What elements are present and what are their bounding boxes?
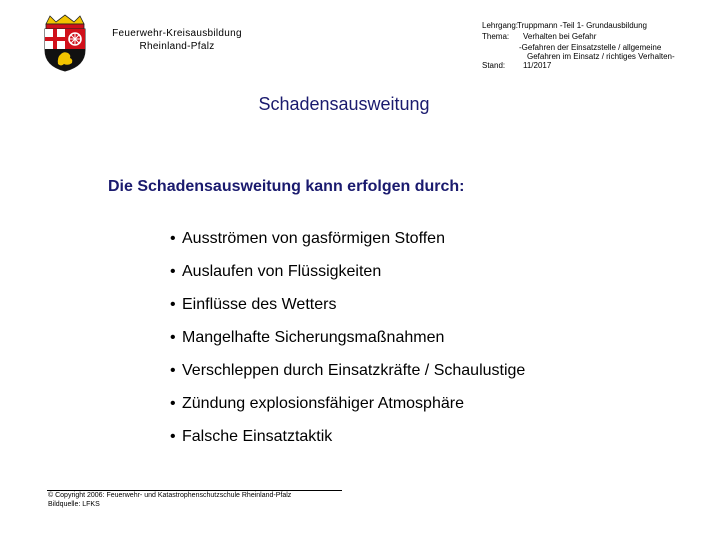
list-item-text: Verschleppen durch Einsatzkräfte / Schaulustige (182, 362, 526, 379)
copyright-text: © Copyright 2006: Feuerwehr- und Katastrophenschutzschule Rheinland-Pfalz (48, 492, 292, 499)
course-label: Lehrgang: (482, 21, 519, 30)
topic-value: Verhalten bei Gefahr (523, 32, 597, 41)
bullet-icon: • (170, 296, 176, 313)
list-item-text: Mangelhafte Sicherungsmaßnahmen (182, 329, 445, 346)
topic-value-detail: -Gefahren der Einsatzstelle / allgemeine (519, 43, 662, 52)
footer-divider (47, 490, 342, 491)
bullet-icon: • (170, 395, 176, 412)
list-item (170, 296, 525, 329)
bullet-icon: • (170, 362, 176, 379)
organization-region: Rheinland-Pfalz (139, 41, 215, 52)
coat-of-arms-icon (40, 14, 90, 72)
bullet-list (170, 230, 525, 461)
page-title: Schadensausweitung (258, 94, 430, 114)
bullet-icon: • (170, 230, 176, 247)
stand-value: 11/2017 (523, 61, 552, 70)
topic-label: Thema: (482, 32, 510, 41)
list-item (170, 329, 525, 362)
organization-name: Feuerwehr-Kreisausbildung (112, 28, 242, 39)
bullet-icon: • (170, 263, 176, 280)
bullet-icon: • (170, 329, 176, 346)
image-source-text: Bildquelle: LFKS (48, 501, 100, 508)
list-item (170, 263, 525, 296)
stand-label: Stand: (482, 61, 506, 70)
list-item-text: Ausströmen von gasförmigen Stoffen (182, 230, 445, 247)
list-item-text: Einflüsse des Wetters (182, 296, 337, 313)
bullet-icon: • (170, 428, 176, 445)
course-value: Truppmann -Teil 1- Grundausbildung (517, 21, 647, 30)
list-item (170, 230, 525, 263)
list-item-text: Zündung explosionsfähiger Atmosphäre (182, 395, 464, 412)
list-item (170, 395, 525, 428)
section-heading: Die Schadensausweitung kann erfolgen durch: (108, 178, 465, 195)
list-item (170, 362, 525, 395)
list-item (170, 428, 525, 461)
list-item-text: Auslaufen von Flüssigkeiten (182, 263, 382, 280)
list-item-text: Falsche Einsatztaktik (182, 428, 333, 445)
topic-value-detail: Gefahren im Einsatz / richtiges Verhalten- (527, 52, 675, 61)
